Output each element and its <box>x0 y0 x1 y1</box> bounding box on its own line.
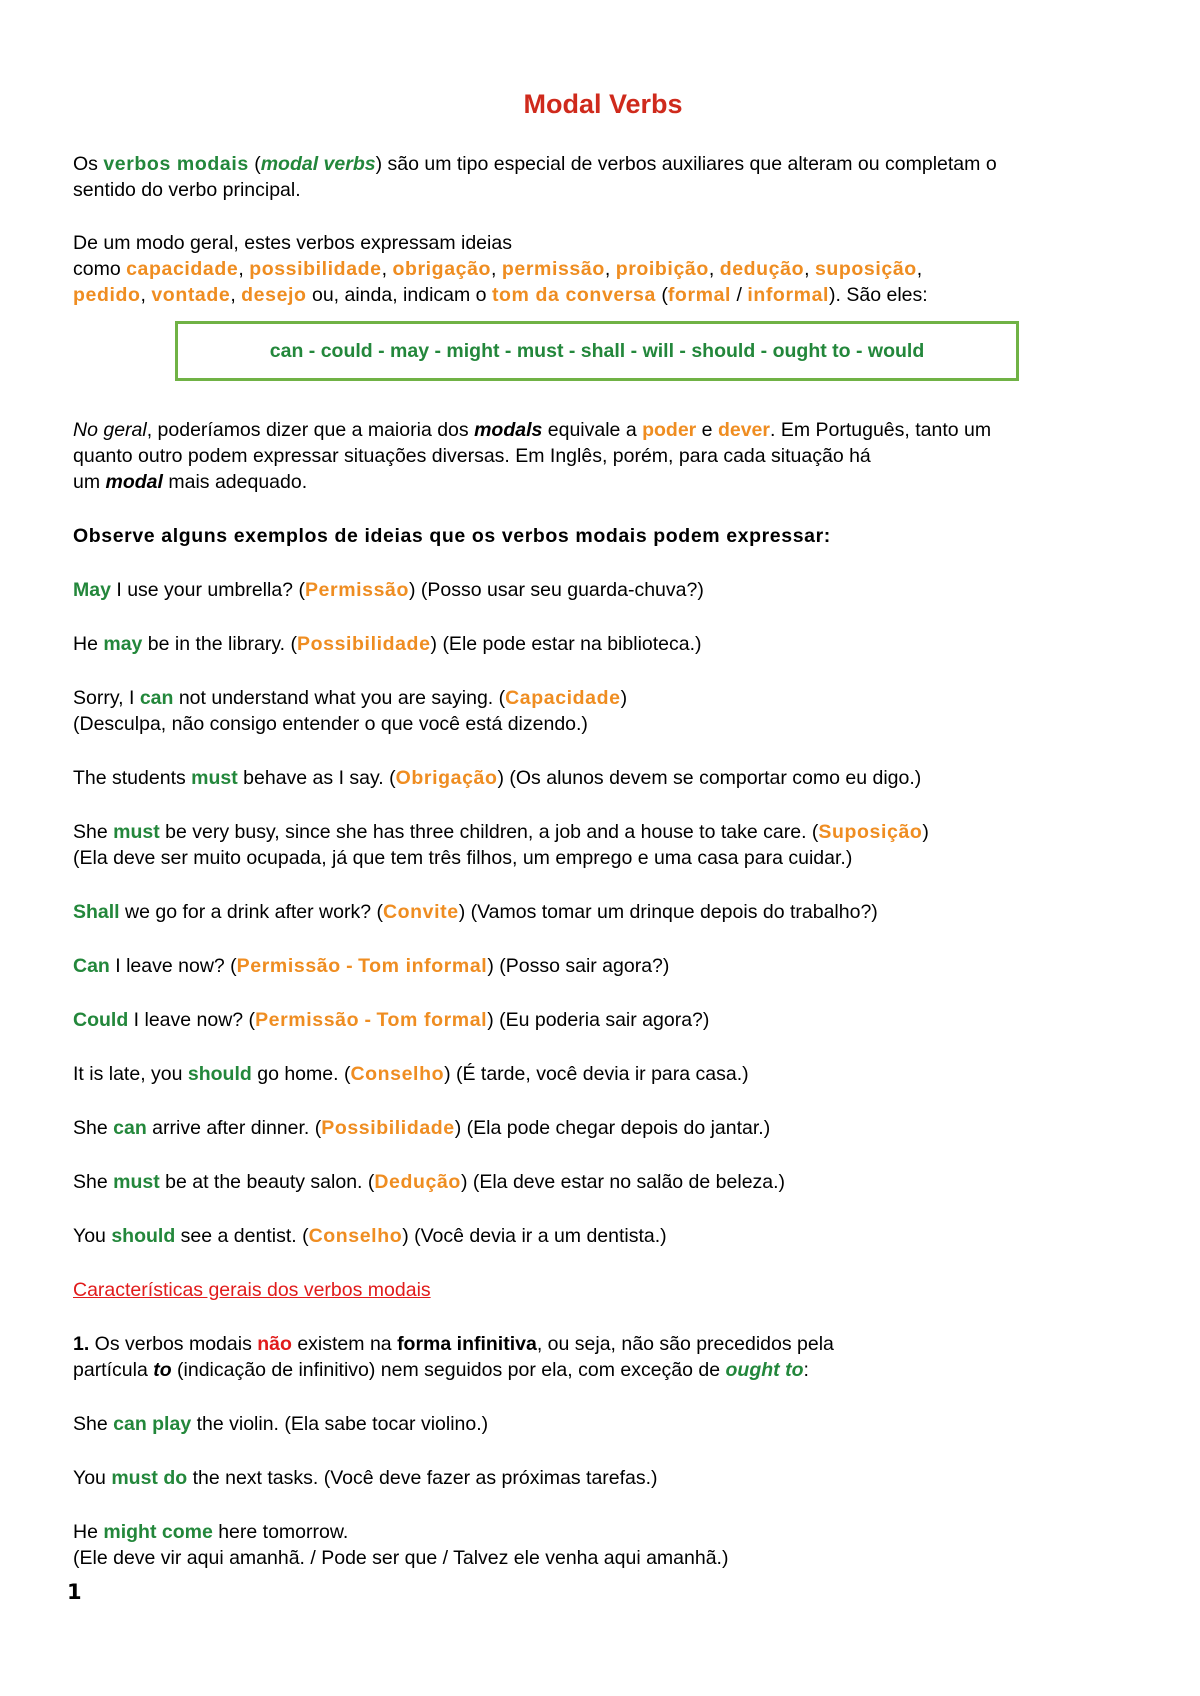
general-text: , poderíamos dizer que a maioria dos <box>146 419 475 441</box>
example-label: Conselho <box>350 1063 445 1085</box>
idea-obrigacao: obrigação <box>392 258 492 280</box>
modal-could: could <box>320 340 373 362</box>
ideas-line-1: De um modo geral, estes verbos expressam ideias <box>73 232 512 254</box>
example-1 <box>73 578 704 602</box>
example-text: He <box>73 1521 104 1543</box>
rule-1-line-1 <box>73 1332 834 1356</box>
example-verb: should <box>187 1063 252 1085</box>
modal-separator: - <box>850 340 868 362</box>
example-text: I use your umbrella? ( <box>110 579 305 601</box>
tom-da-conversa: tom da conversa <box>491 284 656 306</box>
example-tom: Tom formal <box>376 1009 488 1031</box>
example-3-translation: (Desculpa, não consigo entender o que você está dizendo.) <box>73 713 588 735</box>
general-text: um <box>73 471 106 493</box>
example-text: be very busy, since she has three children, a job and a house to take care. ( <box>159 821 819 843</box>
example-translation: ) (Ele pode estar na biblioteca.) <box>430 633 702 655</box>
example-text: arrive after dinner. ( <box>146 1117 322 1139</box>
rule-to: to <box>153 1359 172 1381</box>
general-modal: modal <box>105 471 163 493</box>
modal-may: may <box>390 340 430 362</box>
example-translation: ) (Ela pode chegar depois do jantar.) <box>454 1117 771 1139</box>
example-text: It is late, you <box>73 1063 188 1085</box>
rule-text: (indicação de infinitivo) nem seguidos por ela, com exceção de <box>171 1359 726 1381</box>
modal-separator: - <box>625 340 643 362</box>
rule-1-example-3 <box>73 1520 348 1544</box>
example-translation: ) (Você devia ir a um dentista.) <box>402 1225 667 1247</box>
general-text: e <box>696 419 718 441</box>
example-text: ) <box>922 821 929 843</box>
intro-term-en: modal verbs <box>260 153 376 175</box>
example-text: ) <box>620 687 628 709</box>
example-translation: ) (Eu poderia sair agora?) <box>487 1009 710 1031</box>
idea-pedido: pedido <box>73 284 141 306</box>
example-3 <box>73 686 627 710</box>
example-text: I leave now? ( <box>128 1009 256 1031</box>
example-dash: - <box>340 955 359 977</box>
example-label: Permissão <box>236 955 341 977</box>
example-10 <box>73 1116 770 1140</box>
rule-nao: não <box>257 1333 292 1355</box>
sep: , <box>491 258 502 280</box>
ideas-line-3 <box>73 283 928 307</box>
sep: , <box>708 258 720 280</box>
modal-verbs-box <box>175 321 1019 381</box>
section-heading: Características gerais dos verbos modais <box>73 1279 431 1301</box>
intro-text: ) são um tipo especial de verbos auxiliares que alteram ou completam o <box>375 153 997 175</box>
intro-text: Os <box>73 153 98 175</box>
informal-label: informal <box>747 284 830 306</box>
sep: , <box>916 258 923 280</box>
idea-permissao: permissão <box>501 258 605 280</box>
sep: , <box>238 258 250 280</box>
example-label: Capacidade <box>505 687 621 709</box>
rule-ought-to: ought to <box>725 1359 804 1381</box>
intro-paren: ( <box>254 153 261 175</box>
example-verb: may <box>103 633 143 655</box>
modal-might: might <box>446 340 500 362</box>
idea-desejo: desejo <box>241 284 307 306</box>
example-text: She <box>73 1413 114 1435</box>
example-text: You <box>73 1467 112 1489</box>
example-12 <box>73 1224 667 1248</box>
example-translation: ) (Posso usar seu guarda-chuva?) <box>409 579 704 601</box>
modal-ought-to: ought to <box>772 340 851 362</box>
example-verb: Shall <box>73 901 120 923</box>
example-label: Suposição <box>818 821 923 843</box>
modal-can: can <box>269 340 304 362</box>
general-line-3 <box>73 470 307 494</box>
example-verb: must do <box>111 1467 188 1489</box>
example-text: I leave now? ( <box>109 955 237 977</box>
example-text: He <box>73 633 104 655</box>
example-2 <box>73 632 702 656</box>
example-text: Sorry, I <box>73 687 140 709</box>
example-verb: must <box>191 767 238 789</box>
modal-will: will <box>642 340 674 362</box>
example-label: Dedução <box>374 1171 461 1193</box>
example-text: She <box>73 821 114 843</box>
example-text: behave as I say. ( <box>237 767 396 789</box>
example-11 <box>73 1170 785 1194</box>
general-line-1 <box>73 418 991 442</box>
modal-separator: - <box>563 340 581 362</box>
general-text: No geral <box>73 419 147 441</box>
modal-should: should <box>691 340 756 362</box>
example-5-translation: (Ela deve ser muito ocupada, já que tem três filhos, um emprego e uma casa para cuidar.) <box>73 847 853 869</box>
example-tom: Tom informal <box>358 955 488 977</box>
example-dash: - <box>359 1009 377 1031</box>
ideas-text: ( <box>655 284 668 306</box>
poder-label: poder <box>642 419 697 441</box>
idea-proibicao: proibição <box>615 258 709 280</box>
examples-heading: Observe alguns exemplos de ideias que os verbos modais podem expressar: <box>73 525 831 547</box>
example-label: Conselho <box>308 1225 403 1247</box>
example-4 <box>73 766 921 790</box>
example-label: Possibilidade <box>321 1117 455 1139</box>
example-verb: can <box>113 1117 147 1139</box>
example-text: You <box>73 1225 112 1247</box>
modal-separator: - <box>673 340 692 362</box>
example-5 <box>73 820 929 844</box>
modal-separator: - <box>499 340 517 362</box>
example-label: Possibilidade <box>297 633 431 655</box>
rule-text: partícula <box>73 1359 154 1381</box>
example-translation: ) (Vamos tomar um drinque depois do trabalho?) <box>458 901 878 923</box>
sep: , <box>804 258 815 280</box>
rule-forma-infinitiva: forma infinitiva <box>397 1333 537 1355</box>
example-verb: can <box>139 687 174 709</box>
rule-number: 1. <box>73 1333 90 1355</box>
example-text: go home. ( <box>251 1063 351 1085</box>
ideas-text: ou, ainda, indicam o <box>306 284 492 306</box>
example-text: She <box>73 1117 114 1139</box>
rule-text: : <box>803 1359 809 1381</box>
example-text: not understand what you are saying. ( <box>173 687 506 709</box>
example-7 <box>73 954 669 978</box>
idea-vontade: vontade <box>151 284 231 306</box>
modal-separator: - <box>372 340 391 362</box>
example-text: the next tasks. (Você deve fazer as próximas tarefas.) <box>187 1467 658 1489</box>
example-translation: ) (É tarde, você devia ir para casa.) <box>444 1063 749 1085</box>
modal-must: must <box>516 340 564 362</box>
page-number: 1 <box>67 1580 82 1604</box>
example-9 <box>73 1062 749 1086</box>
example-translation: ) (Os alunos devem se comportar como eu digo.) <box>497 767 922 789</box>
example-translation: ) (Posso sair agora?) <box>487 955 670 977</box>
example-verb: Could <box>73 1009 129 1031</box>
example-translation: ) (Ela deve estar no salão de beleza.) <box>460 1171 786 1193</box>
sep: , <box>140 284 152 306</box>
idea-possibilidade: possibilidade <box>249 258 382 280</box>
formal-label: formal <box>667 284 732 306</box>
rule-1-example-1 <box>73 1412 488 1436</box>
ideas-text: como <box>73 258 121 280</box>
example-verb: can play <box>113 1413 192 1435</box>
ideas-text: ). São eles: <box>829 284 928 306</box>
ideas-line-2 <box>73 257 922 281</box>
idea-deducao: dedução <box>719 258 805 280</box>
example-text: see a dentist. ( <box>175 1225 309 1247</box>
example-label: Permissão <box>255 1009 360 1031</box>
example-text: be at the beauty salon. ( <box>159 1171 375 1193</box>
general-line-2: quanto outro podem expressar situações diversas. Em Inglês, porém, para cada situação há <box>73 445 871 467</box>
rule-text: Os verbos modais <box>89 1333 258 1355</box>
modal-separator: - <box>303 340 321 362</box>
rule-text: , ou seja, não são precedidos pela <box>536 1333 834 1355</box>
idea-capacidade: capacidade <box>126 258 239 280</box>
general-modals: modals <box>474 419 543 441</box>
page-title: Modal Verbs <box>523 89 683 119</box>
example-text: be in the library. ( <box>142 633 298 655</box>
example-6 <box>73 900 878 924</box>
example-text: we go for a drink after work? ( <box>119 901 383 923</box>
general-text: . Em Português, tanto um <box>770 419 992 441</box>
example-verb: Can <box>73 955 110 977</box>
rule-1-line-2 <box>73 1358 809 1382</box>
general-text: equivale a <box>542 419 643 441</box>
rule-1-example-3-translation: (Ele deve vir aqui amanhã. / Pode ser que / Talvez ele venha aqui amanhã.) <box>73 1547 729 1569</box>
sep: , <box>230 284 242 306</box>
general-text: mais adequado. <box>162 471 308 493</box>
example-verb: must <box>113 821 160 843</box>
example-8 <box>73 1008 709 1032</box>
example-verb: must <box>113 1171 160 1193</box>
sep: , <box>604 258 616 280</box>
intro-term: verbos modais <box>103 153 249 175</box>
example-verb: might come <box>103 1521 213 1543</box>
idea-suposicao: suposição <box>814 258 917 280</box>
modal-would: would <box>867 340 925 362</box>
example-label: Obrigação <box>395 767 498 789</box>
sep: , <box>381 258 393 280</box>
modal-shall: shall <box>580 340 626 362</box>
example-text: She <box>73 1171 114 1193</box>
intro-line-1 <box>73 152 997 176</box>
example-text: here tomorrow. <box>212 1521 349 1543</box>
dever-label: dever <box>717 419 770 441</box>
example-text: The students <box>73 767 192 789</box>
modal-separator: - <box>429 340 447 362</box>
rule-1-example-2 <box>73 1466 658 1490</box>
modal-separator: - <box>755 340 773 362</box>
intro-line-2: sentido do verbo principal. <box>73 179 301 201</box>
example-label: Permissão <box>304 579 409 601</box>
example-text: the violin. (Ela sabe tocar violino.) <box>191 1413 489 1435</box>
example-verb: should <box>111 1225 176 1247</box>
ideas-text: / <box>731 284 748 306</box>
rule-text: existem na <box>291 1333 398 1355</box>
example-verb: May <box>73 579 111 601</box>
example-label: Convite <box>382 901 459 923</box>
